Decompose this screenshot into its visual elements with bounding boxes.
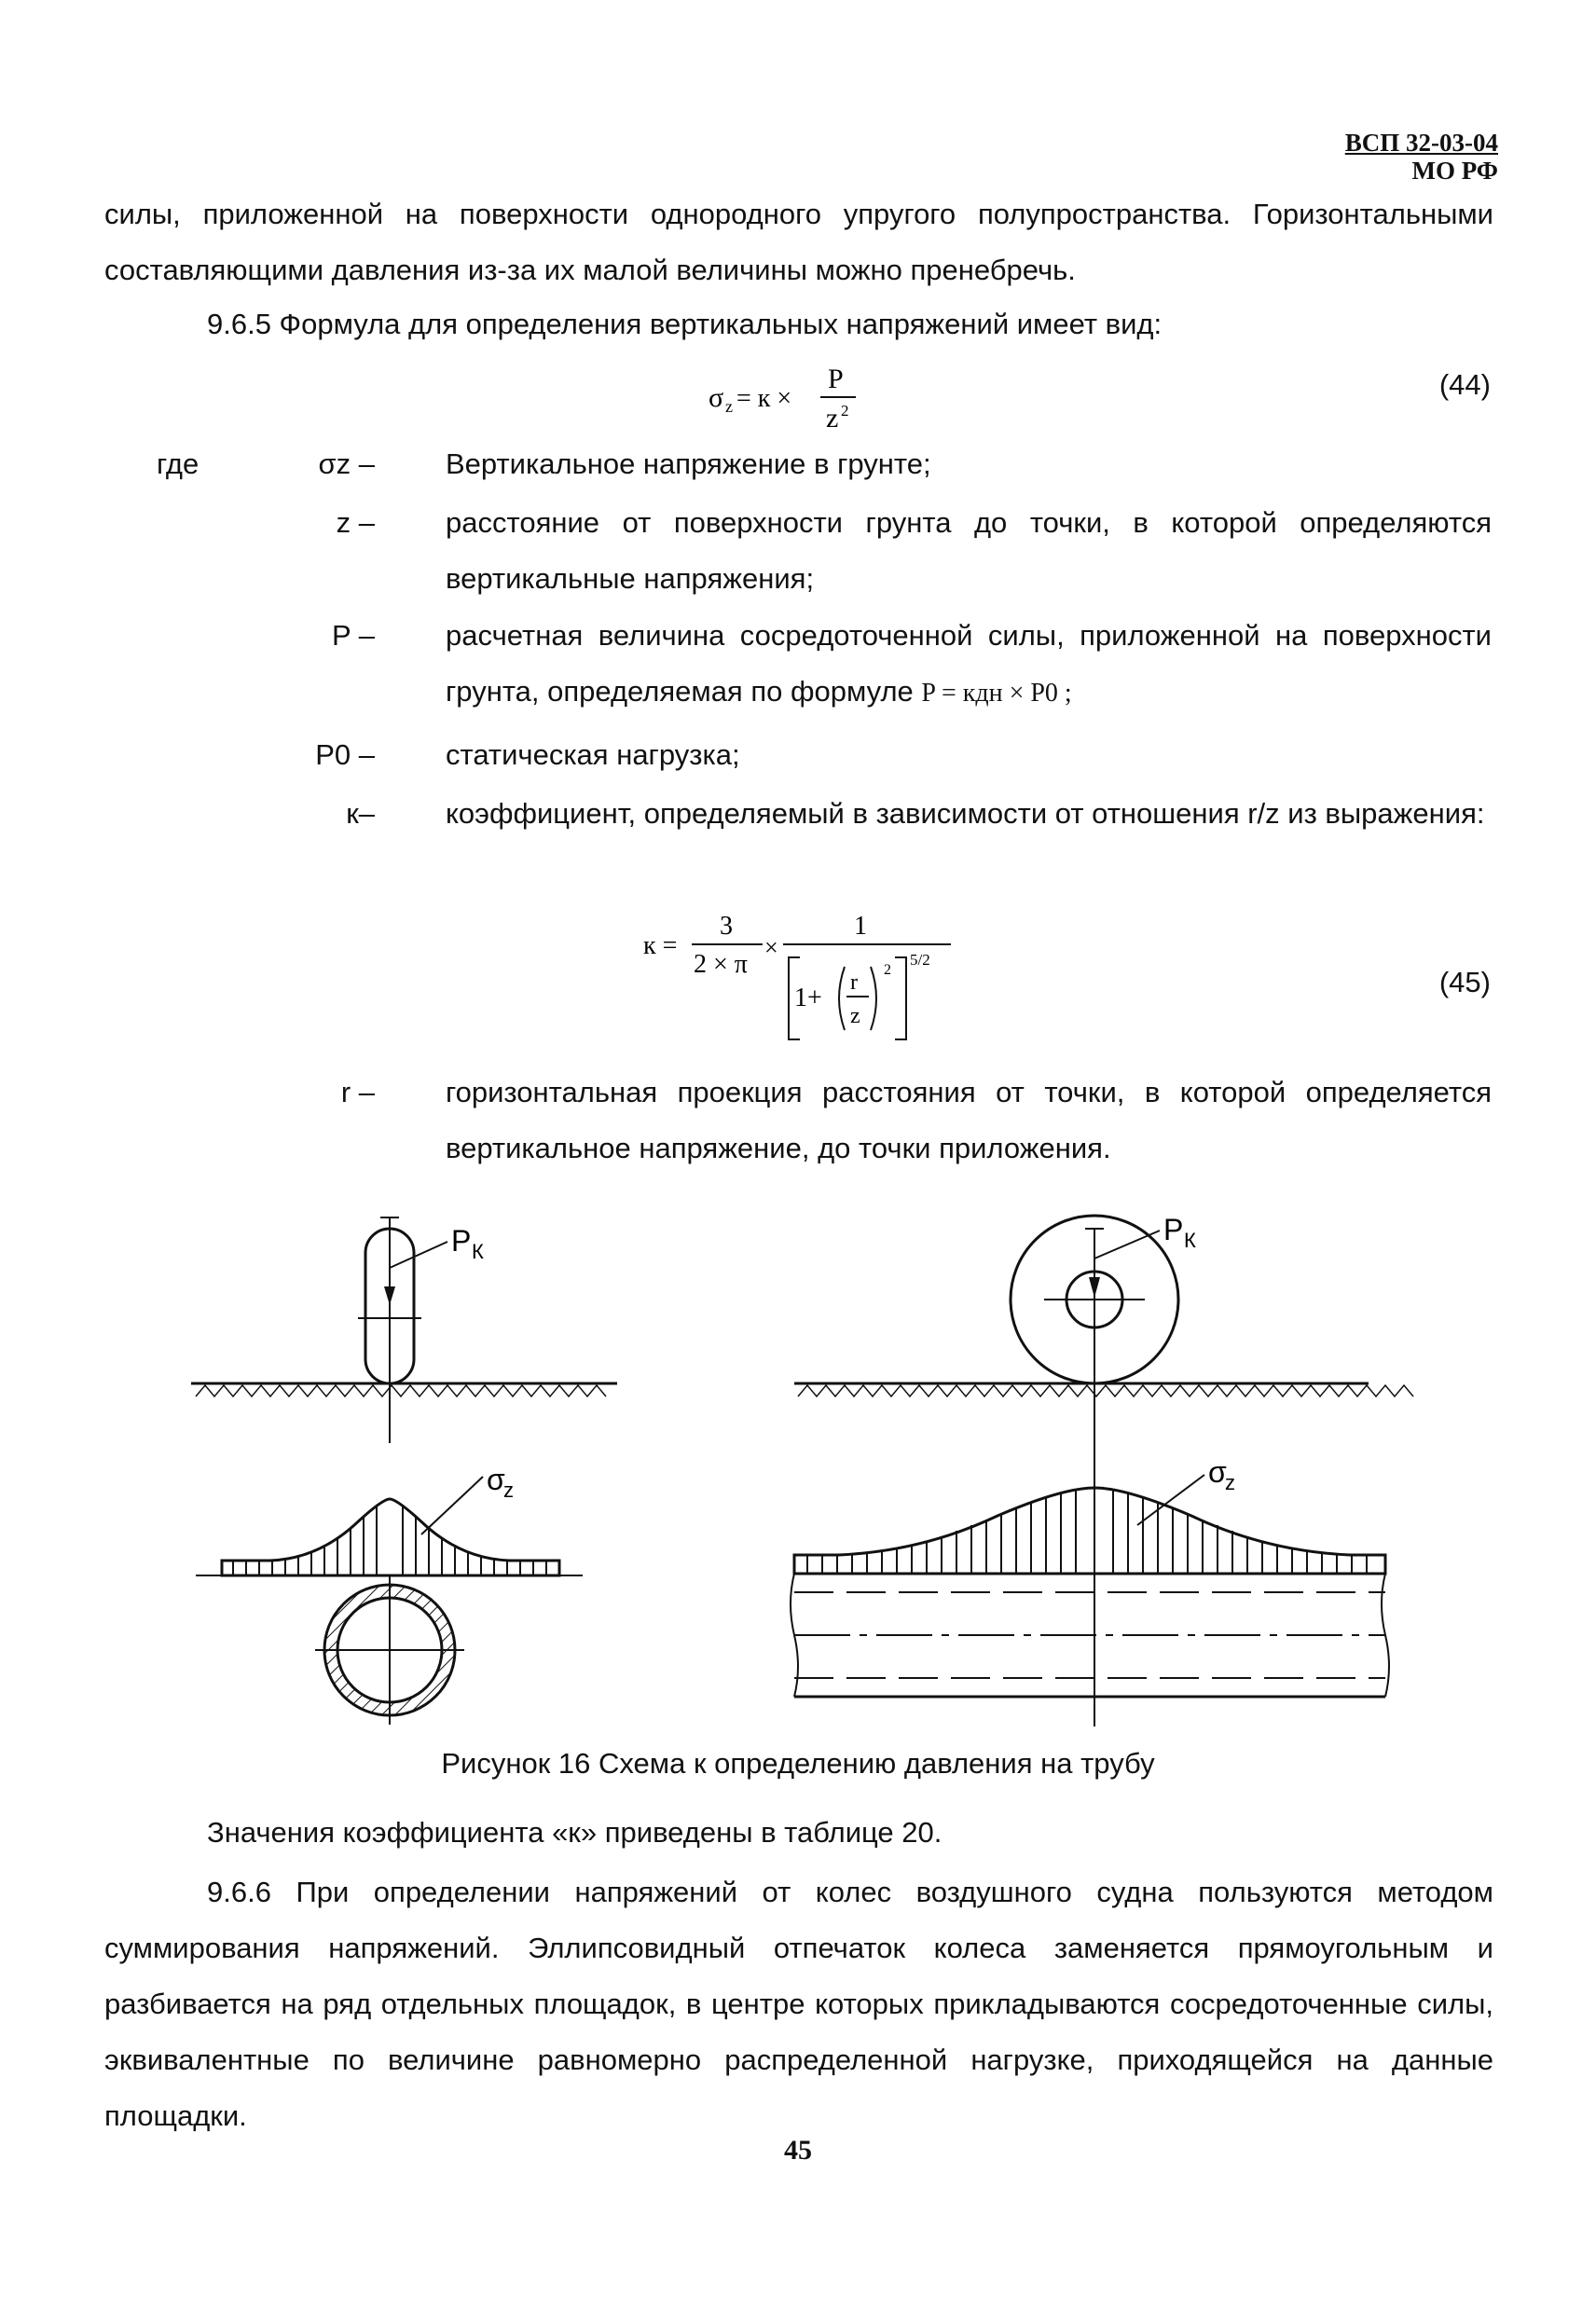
definition-p0: статическая нагрузка; (446, 738, 740, 771)
eq45-right-bracket (895, 957, 906, 1039)
definition-z: расстояние от поверхности грунта до точки, в которой определяются вертикальные напряжения; (446, 506, 1492, 595)
stress-leader-left (421, 1477, 483, 1534)
symbol-z: z – (336, 506, 375, 539)
eq45-left-paren (839, 967, 845, 1030)
load-label-right-sub: К (1184, 1229, 1196, 1252)
stress-label-left-sub: z (503, 1479, 514, 1502)
load-leader-left (390, 1242, 447, 1268)
eq45-den1: 2 × π (694, 950, 748, 979)
load-arrow-right (1089, 1277, 1100, 1298)
definition-p-formula: P = кдн × P0 ; (921, 679, 1072, 708)
definition-p (446, 608, 1492, 722)
eq45-power: 5/2 (910, 951, 930, 969)
eq45-num1: 3 (720, 912, 733, 941)
equation-44-number: (44) (1438, 368, 1491, 401)
eq45-lhs: к = (643, 931, 678, 960)
eq44-lhs: σ (709, 382, 724, 413)
stress-label-right-sub: z (1225, 1471, 1235, 1494)
eq44-numerator: P (828, 364, 844, 394)
definition-k: коэффициент, определяемый в зависимости от отношения r/z из выражения: (446, 797, 1485, 830)
coefficient-table-note: Значения коэффициента «к» приведены в таблице 20. (207, 1816, 942, 1849)
document-organization: МО РФ (1411, 157, 1498, 185)
symbol-p: P – (332, 619, 375, 652)
eq45-z: z (850, 1004, 860, 1028)
definition-p-text: расчетная величина сосредоточенной силы, приложенной на поверхности грунта, определяемая по формуле (446, 619, 1492, 708)
load-leader-right (1094, 1231, 1160, 1259)
eq44-denominator: z (826, 403, 839, 433)
figure-16-diagram (0, 1184, 1596, 1743)
load-label-left: P (451, 1224, 472, 1258)
eq44-denominator-sup: 2 (841, 402, 849, 420)
equation-45-number: (45) (1438, 966, 1491, 998)
definition-sigma-z: Вертикальное напряжение в грунте; (446, 447, 931, 480)
eq44-lhs-sub: z (725, 397, 733, 416)
left-scheme (191, 1217, 617, 1725)
right-scheme (791, 1213, 1413, 1726)
stress-curve-right (794, 1488, 1385, 1574)
paragraph-9-6-5: 9.6.5 Формула для определения вертикальных напряжений имеет вид: (207, 308, 1163, 340)
load-label-left-sub: К (472, 1240, 484, 1263)
load-arrow-left (384, 1286, 395, 1305)
symbol-sigma-z: σz – (318, 447, 375, 480)
page-number: 45 (784, 2135, 812, 2166)
equation-45-formula (615, 900, 988, 1053)
figure-caption: Рисунок 16 Схема к определению давления на трубу (441, 1747, 1155, 1780)
eq45-num2: 1 (854, 912, 867, 941)
stress-label-left: σ (487, 1463, 505, 1496)
ground-hatching-left (196, 1385, 606, 1396)
ground-hatching-right (798, 1385, 1413, 1396)
stress-label-right: σ (1208, 1455, 1227, 1489)
eq45-right-paren (871, 967, 876, 1030)
eq45-times: × (764, 934, 778, 961)
eq45-one-plus: 1+ (794, 984, 822, 1012)
eq45-r: r (850, 970, 858, 995)
symbol-r: r – (340, 1076, 375, 1108)
symbol-k: к– (346, 797, 375, 830)
eq44-mid: = к × (736, 384, 792, 413)
paragraph-9-6-6: 9.6.6 При определении напряжений от колес воздушного судна пользуются методом суммирования напряжений. Эллипсовидный отпечаток колеса заменяется прямоугольным и разбивается на ряд отдельных площадок, в центре которых прикладываются сосредоточенные силы, эквивалентные по величине равномерно распределенной нагрузке, приходящейся на данные площадки. (104, 1876, 1493, 2132)
load-label-right: P (1163, 1213, 1184, 1246)
paragraph-intro: силы, приложенной на поверхности однородного упругого полупространства. Горизонтальными составляющими давления из-за их малой величины можно пренебречь. (104, 198, 1493, 286)
document-code: ВСП 32-03-04 (1344, 129, 1498, 157)
equation-44-formula (690, 356, 914, 440)
symbol-p0: P0 – (315, 738, 375, 771)
definition-r: горизонтальная проекция расстояния от точки, в которой определяется вертикальное напряжение, до точки приложения. (446, 1076, 1492, 1164)
where-label: где (157, 447, 200, 480)
eq45-square: 2 (884, 962, 891, 978)
